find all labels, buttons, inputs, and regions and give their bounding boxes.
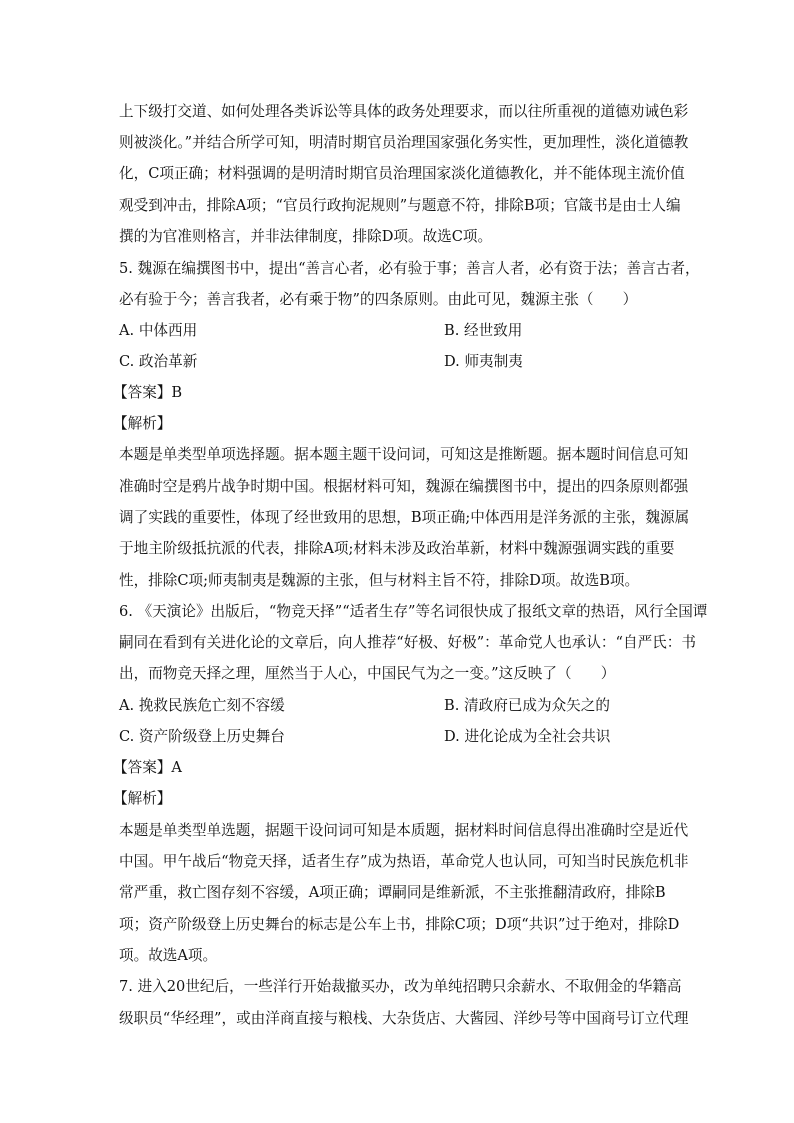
question-6-stem: 嗣同在看到有关进化论的文章后，向人推荐“好极、好极”：革命党人也承认：“自严氏：书 [119, 634, 696, 651]
q6-option-a: A. 挽救民族危亡刻不容缓 [119, 697, 285, 714]
q5-option-a: A. 中体西用 [119, 322, 198, 339]
q6-analysis-line: 项。故选A项。 [119, 947, 218, 964]
q5-option-d: D. 师夷制夷 [444, 353, 523, 370]
q6-analysis-heading: 【解析】 [113, 790, 172, 807]
q6-analysis-line: 项；资产阶级登上历史舞台的标志是公车上书，排除C项；D项“共识”过于绝对，排除D [119, 916, 680, 933]
text-line: 上下级打交道、如何处理各类诉讼等具体的政务处理要求，而以往所重视的道德劝诫色彩 [119, 103, 689, 120]
question-6-stem: 出，而物竞天择之理，厘然当于人心，中国民气为之一变。”这反映了（ ） [119, 665, 616, 682]
question-5-stem: 必有验于今；善言我者，必有乘于物”的四条原则。由此可见，魏源主张（ ） [119, 291, 638, 308]
text-line: 则被淡化。”并结合所学可知，明清时期官员治理国家强化务实性，更加理性，淡化道德教 [119, 134, 689, 151]
question-6-stem: 6. 《天演论》出版后，“物竞天择”“适者生存”等名词很快成了报纸文章的热语，风行全国谭 [119, 603, 708, 620]
q5-analysis-line: 准确时空是鸦片战争时期中国。根据材料可知，魏源在编撰图书中，提出的四条原则都强 [119, 478, 689, 495]
question-7-stem: 7. 进入20世纪后，一些洋行开始裁撤买办，改为单纯招聘只余薪水、不取佣金的华籍高 [119, 978, 682, 995]
q6-option-d: D. 进化论成为全社会共识 [444, 728, 611, 745]
q6-analysis-line: 中国。甲午战后“物竞天择，适者生存”成为热语，革命党人也认同，可知当时民族危机非 [119, 853, 689, 870]
question-7-stem: 级职员“华经理”，或由洋商直接与粮栈、大杂货店、大酱园、洋纱号等中国商号订立代理 [119, 1010, 689, 1027]
q5-analysis-line: 性，排除C项;师夷制夷是魏源的主张，但与材料主旨不符，排除D项。故选B项。 [119, 572, 640, 589]
q6-answer: 【答案】A [113, 759, 182, 776]
q5-answer: 【答案】B [113, 384, 183, 401]
q5-option-c: C. 政治革新 [119, 353, 198, 370]
text-line: 化，C项正确；材料强调的是明清时期官员治理国家淡化道德教化，并不能体现主流价值 [119, 165, 685, 182]
q5-analysis-heading: 【解析】 [113, 415, 172, 432]
q5-analysis-line: 调了实践的重要性，体现了经世致用的思想，B项正确;中体西用是洋务派的主张，魏源属 [119, 509, 690, 526]
q6-option-b: B. 清政府已成为众矢之的 [444, 697, 610, 714]
q5-analysis-line: 本题是单类型单项选择题。据本题主题干设问词，可知这是推断题。据本题时间信息可知 [119, 446, 689, 463]
q6-option-c: C. 资产阶级登上历史舞台 [119, 728, 285, 745]
text-line: 观受到冲击，排除A项；“官员行政拘泥规则”与题意不符，排除B项；官箴书是由士人编 [119, 197, 681, 214]
q5-option-b: B. 经世致用 [444, 322, 523, 339]
q6-analysis-line: 常严重，救亡图存刻不容缓，A项正确；谭嗣同是维新派，不主张推翻清政府，排除B [119, 884, 666, 901]
question-5-stem: 5. 魏源在编撰图书中，提出“善言心者，必有验于事；善言人者，必有资于法；善言古者， [119, 260, 700, 277]
text-line: 撰的为官准则格言，并非法律制度，排除D项。故选C项。 [119, 228, 493, 245]
q5-analysis-line: 于地主阶级抵抗派的代表，排除A项;材料未涉及政治革新，材料中魏源强调实践的重要 [119, 540, 675, 557]
q6-analysis-line: 本题是单类型单选题，据题干设问词可知是本质题，据材料时间信息得出准确时空是近代 [119, 822, 689, 839]
